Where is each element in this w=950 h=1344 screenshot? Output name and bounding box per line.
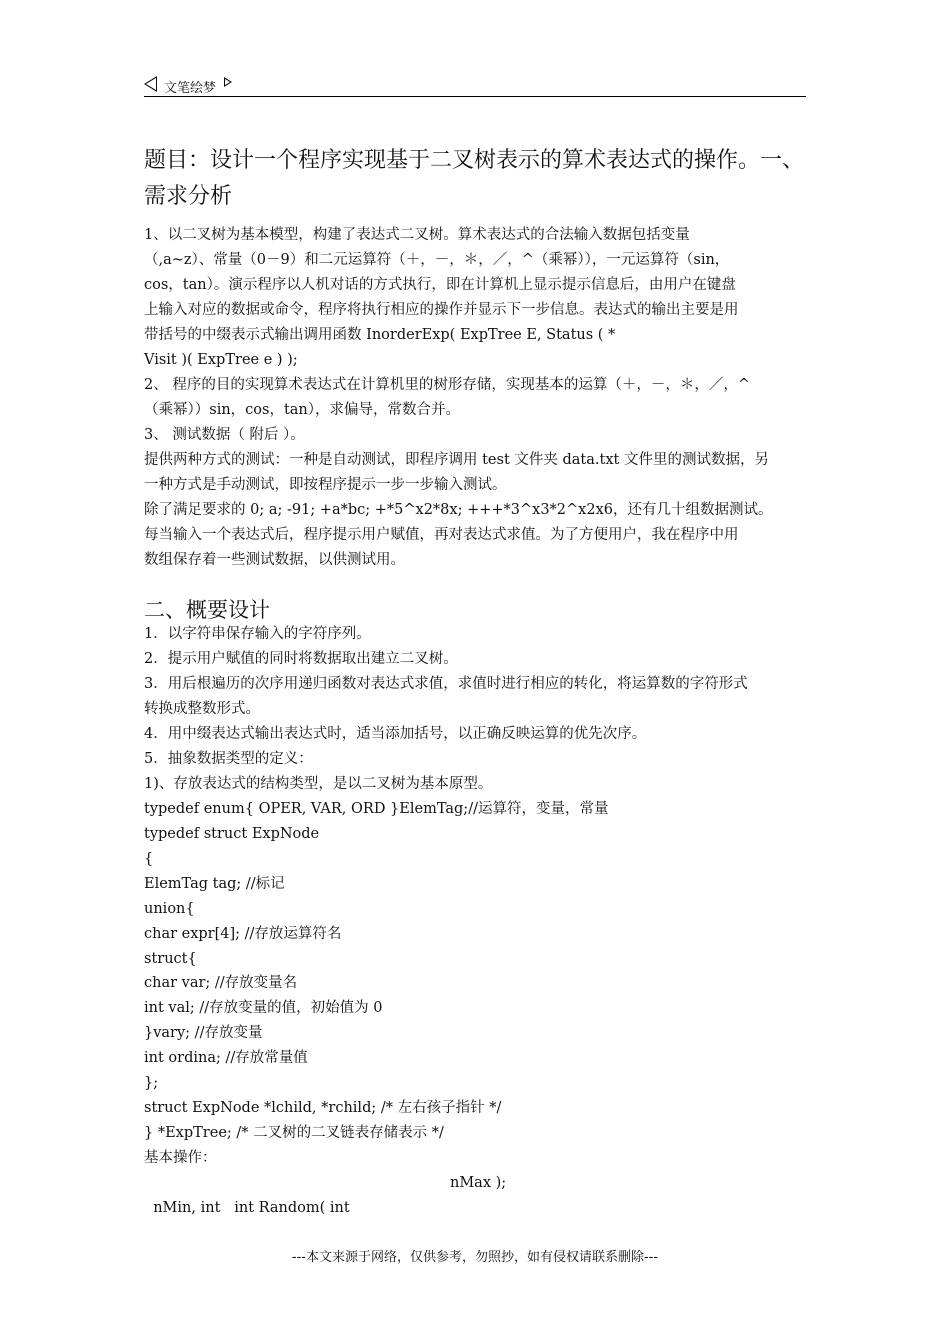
- code-fragment-right: nMax );: [450, 1175, 507, 1191]
- text-line: cos，tan）。演示程序以人机对话的方式执行，即在计算机上显示提示信息后，由用户在键盘: [144, 277, 736, 293]
- code-line: char expr[4]; //存放运算符名: [144, 926, 342, 942]
- code-line: union{: [144, 901, 195, 917]
- code-line: };: [144, 1075, 159, 1091]
- text-line: 2．提示用户赋值的同时将数据取出建立二叉树。: [144, 651, 458, 667]
- text-line: 1、以二叉树为基本模型，构建了表达式二叉树。算术表达式的合法输入数据包括变量: [144, 227, 690, 243]
- code-line: {: [144, 851, 154, 867]
- code-line: struct ExpNode *lchild, *rchild; /* 左右孩子指针 */: [144, 1100, 502, 1116]
- text-line: （乘幂））sin，cos，tan），求偏导，常数合并。: [144, 402, 461, 418]
- text-line: 3．用后根遍历的次序用递归函数对表达式求值，求值时进行相应的转化，将运算数的字符形式: [144, 676, 748, 692]
- text-line: 转换成整数形式。: [144, 701, 260, 717]
- code-line: struct{: [144, 951, 197, 967]
- code-line: } *ExpTree; /* 二叉树的二叉链表存储表示 */: [144, 1125, 444, 1141]
- text-line: （,a~z）、常量（0－9）和二元运算符（＋，－，＊，／，^（乘幂）），一元运算符（sin，: [144, 252, 730, 268]
- text-line: 带括号的中缀表示式输出调用函数 InorderExp( ExpTree E, Status ( *: [144, 327, 616, 343]
- text-line: 3、 测试数据（ 附后 ）。: [144, 427, 305, 443]
- text-line: 4．用中缀表达式输出表达式时，适当添加括号，以正确反映运算的优先次序。: [144, 726, 647, 742]
- text-line: 1．以字符串保存输入的字符序列。: [144, 626, 371, 642]
- text-line: Visit )( ExpTree e ) );: [144, 352, 298, 368]
- text-line: 2、 程序的目的实现算术表达式在计算机里的树形存储，实现基本的运算（＋，－，＊，／，^: [144, 377, 750, 393]
- section-heading-design: 二、概要设计: [144, 598, 270, 622]
- code-line: typedef struct ExpNode: [144, 826, 320, 842]
- code-fragment-left: nMin, int int Random( int: [144, 1200, 350, 1216]
- code-line: }vary; //存放变量: [144, 1025, 263, 1041]
- text-line: 1)、存放表达式的结构类型，是以二叉树为基本原型。: [144, 776, 493, 792]
- text-line: 5．抽象数据类型的定义：: [144, 751, 313, 767]
- text-line: 提供两种方式的测试：一种是自动测试，即程序调用 test 文件夹 data.txt 文件里的测试数据，另: [144, 452, 769, 468]
- code-line: char var; //存放变量名: [144, 975, 298, 991]
- document-title: 题目：设计一个程序实现基于二叉树表示的算术表达式的操作。一、: [144, 148, 805, 173]
- text-line: 每当输入一个表达式后，程序提示用户赋值，再对表达式求值。为了方便用户，我在程序中用: [144, 527, 739, 543]
- text-line: 数组保存着一些测试数据，以供测试用。: [144, 552, 405, 568]
- text-line: 一种方式是手动测试，即按程序提示一步一步输入测试。: [144, 477, 507, 493]
- page-footer-disclaimer: ---本文来源于网络，仅供参考，勿照抄，如有侵权请联系删除---: [291, 1250, 659, 1265]
- triangle-left-icon: [144, 76, 157, 92]
- code-line: ElemTag tag; //标记: [144, 876, 285, 892]
- code-line: int val; //存放变量的值，初始值为 0: [144, 1000, 383, 1016]
- header-brand: 文笔绘梦: [164, 81, 217, 96]
- triangle-right-icon: [224, 77, 232, 87]
- code-line: int ordina; //存放常量值: [144, 1050, 308, 1066]
- page-header: [144, 72, 806, 97]
- text-line: 上输入对应的数据或命令，程序将执行相应的操作并显示下一步信息。表达式的输出主要是用: [144, 302, 739, 318]
- code-line: typedef enum{ OPER, VAR, ORD }ElemTag;//运算符，变量，常量: [144, 801, 609, 817]
- text-line: 除了满足要求的 0; a; -91; +a*bc; +*5^x2*8x; +++*3^x3*2^x2x6，还有几十组数据测试。: [144, 502, 773, 518]
- text-line: 基本操作：: [144, 1150, 217, 1166]
- section-heading-requirements: 需求分析: [144, 184, 233, 209]
